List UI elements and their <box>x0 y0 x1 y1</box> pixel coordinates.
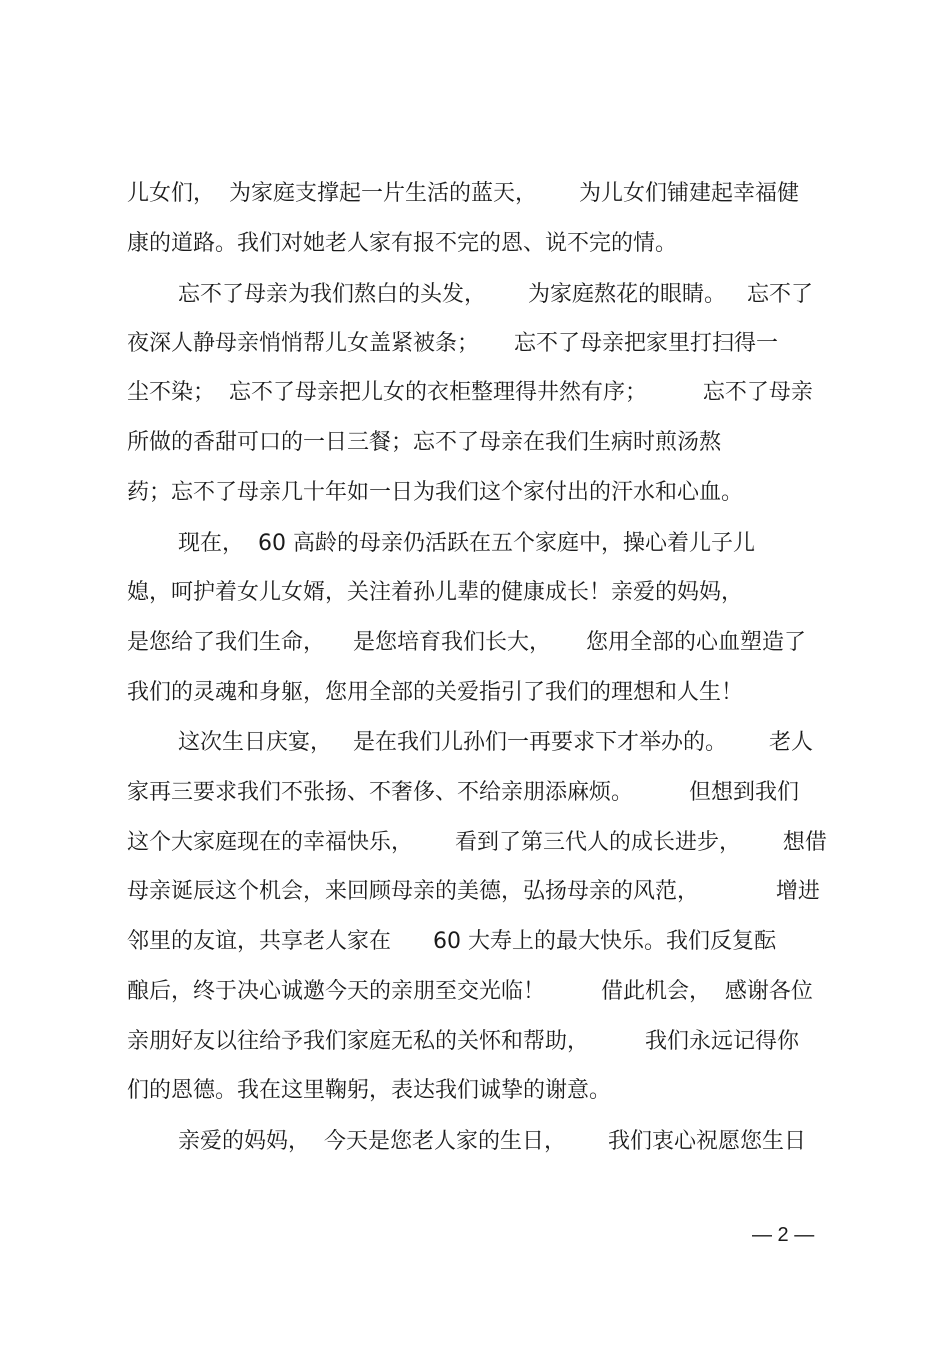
text-line: 尘不染； 忘不了母亲把儿女的衣柜整理得井然有序； 忘不了母亲 <box>127 380 813 405</box>
text-line: 亲爱的妈妈， 今天是您老人家的生日， 我们衷心祝愿您生日 <box>178 1129 806 1154</box>
text-line: 忘不了母亲为我们熬白的头发， 为家庭熬花的眼睛。 忘不了 <box>178 282 813 307</box>
text-line: 这次生日庆宴， 是在我们儿孙们一再要求下才举办的。 老人 <box>178 730 813 755</box>
text-line: 我们的灵魂和身躯，您用全部的关爱指引了我们的理想和人生！ <box>127 680 744 705</box>
text-line: 母亲诞辰这个机会，来回顾母亲的美德，弘扬母亲的风范， 增进 <box>127 879 820 904</box>
text-line: 现在， 60 高龄的母亲仍活跃在五个家庭中，操心着儿子儿 <box>178 531 755 556</box>
text-line: 媳，呵护着女儿女婿，关注着孙儿辈的健康成长！亲爱的妈妈， <box>127 580 744 605</box>
text-line: 亲朋好友以往给予我们家庭无私的关怀和帮助， 我们永远记得你 <box>127 1029 799 1054</box>
text-line: 儿女们， 为家庭支撑起一片生活的蓝天， 为儿女们铺建起幸福健 <box>127 181 799 206</box>
page-number: — 2 — <box>752 1224 815 1246</box>
text-line: 家再三要求我们不张扬、不奢侈、不给亲朋添麻烦。 但想到我们 <box>127 780 799 805</box>
text-line: 康的道路。我们对她老人家有报不完的恩、说不完的情。 <box>127 231 678 256</box>
text-line: 所做的香甜可口的一日三餐；忘不了母亲在我们生病时煎汤熬 <box>127 430 722 455</box>
text-line: 酿后，终于决心诚邀今天的亲朋至交光临！ 借此机会， 感谢各位 <box>127 979 813 1004</box>
text-line: 们的恩德。我在这里鞠躬，表达我们诚挚的谢意。 <box>127 1078 612 1103</box>
text-line: 药；忘不了母亲几十年如一日为我们这个家付出的汗水和心血。 <box>127 480 744 505</box>
text-line: 是您给了我们生命， 是您培育我们长大， 您用全部的心血塑造了 <box>127 630 806 655</box>
text-line: 夜深人静母亲悄悄帮儿女盖紧被条； 忘不了母亲把家里打扫得一 <box>127 331 778 356</box>
text-line: 这个大家庭现在的幸福快乐， 看到了第三代人的成长进步， 想借 <box>127 830 827 855</box>
text-line: 邻里的友谊，共享老人家在 60 大寿上的最大快乐。我们反复酝 <box>127 929 776 954</box>
